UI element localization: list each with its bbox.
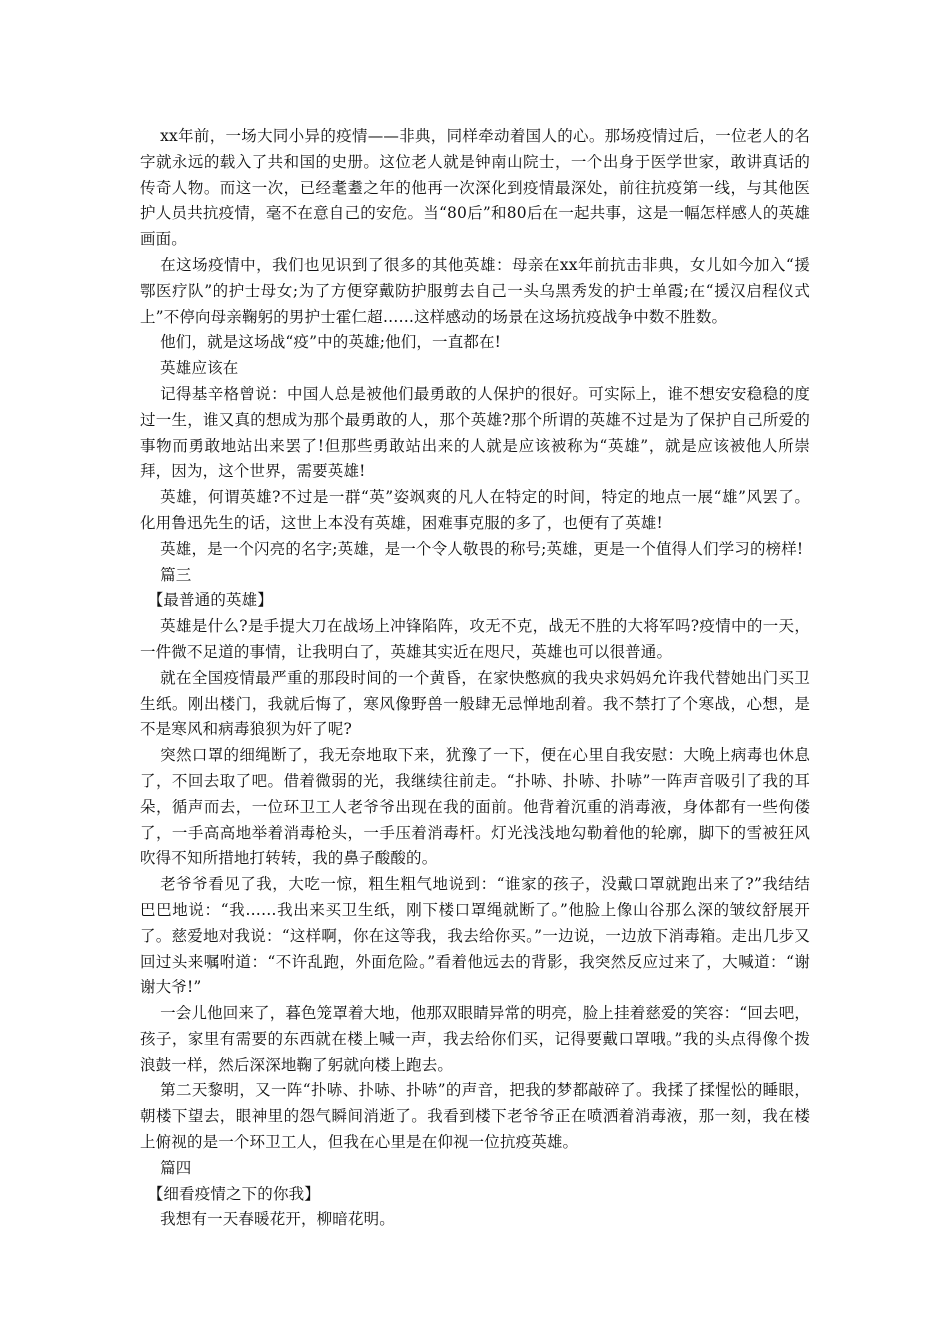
paragraph: 突然口罩的细绳断了，我无奈地取下来，犹豫了一下，便在心里自我安慰：大晚上病毒也休息了，不回去取了吧。借着微弱的光，我继续往前走。“扑哧、扑哧、扑哧”一阵声音吸引了我的耳朵，循声而去，一位环卫工人老爷爷出现在我的面前。他背着沉重的消毒液，身体都有一些佝偻了，一手高高地举着消毒枪头，一手压着消毒杆。灯光浅浅地勾勒着他的轮廓，脚下的雪被狂风吹得不知所措地打转转，我的鼻子酸酸的。	[140, 746, 810, 868]
document-body	[140, 124, 810, 1233]
paragraph: 就在全国疫情最严重的那段时间的一个黄昏，在家快憋疯的我央求妈妈允许我代替她出门买卫生纸。刚出楼门，我就后悔了，寒风像野兽一般肆无忌惮地刮着。我不禁打了个寒战，心想，是不是寒风和病毒狼狈为奸了呢?	[140, 668, 810, 739]
paragraph: 记得基辛格曾说：中国人总是被他们最勇敢的人保护的很好。可实际上，谁不想安安稳稳的度过一生，谁又真的想成为那个最勇敢的人，那个英雄?那个所谓的英雄不过是为了保护自己所爱的事物而勇敢地站出来罢了!但那些勇敢站出来的人就是应该被称为“英雄”，就是应该被他人所崇拜，因为，这个世界，需要英雄!	[140, 384, 810, 481]
paragraph: xx年前，一场大同小异的疫情——非典，同样牵动着国人的心。那场疫情过后，一位老人的名字就永远的载入了共和国的史册。这位老人就是钟南山院士，一个出身于医学世家，敢讲真话的传奇人物。而这一次，已经耄耋之年的他再一次深化到疫情最深处，前往抗疫第一线，与其他医护人员共抗疫情，毫不在意自己的安危。当“80后”和80后在一起共事，这是一幅怎样感人的英雄画面。	[140, 127, 810, 249]
paragraph: 他们，就是这场战“疫”中的英雄;他们，一直都在!	[160, 333, 502, 352]
chapter-title: 【最普通的英雄】	[147, 591, 273, 610]
paragraph: 在这场疫情中，我们也见识到了很多的其他英雄：母亲在xx年前抗击非典，女儿如今加入“援鄂医疗队”的护士母女;为了方便穿戴防护服剪去自己一头乌黑秀发的护士单霞;在“援汉启程仪式上”不停向母亲鞠躬的男护士霍仁超……这样感动的场景在这场抗疫战争中数不胜数。	[140, 255, 810, 326]
paragraph: 英雄，何谓英雄?不过是一群“英”姿飒爽的凡人在特定的时间，特定的地点一展“雄”风罢了。化用鲁迅先生的话，这世上本没有英雄，困难事克服的多了，也便有了英雄!	[140, 488, 810, 532]
paragraph: 老爷爷看见了我，大吃一惊，粗生粗气地说到：“谁家的孩子，没戴口罩就跑出来了?”我结结巴巴地说：“我……我出来买卫生纸，刚下楼口罩绳就断了。”他脸上像山谷那么深的皱纹舒展开了。慈爱地对我说：“这样啊，你在这等我，我去给你买。”一边说，一边放下消毒箱。走出几步又回过头来嘱咐道：“不许乱跑，外面危险。”看着他远去的背影，我突然反应过来了，大喊道：“谢谢大爷!”	[140, 875, 810, 997]
chapter-heading: 篇四	[160, 1158, 192, 1177]
section-heading: 英雄应该在	[160, 359, 239, 378]
paragraph: 一会儿他回来了，暮色笼罩着大地，他那双眼睛异常的明亮，脸上挂着慈爱的笑容：“回去吧，孩子，家里有需要的东西就在楼上喊一声，我去给你们买，记得要戴口罩哦。”我的头点得像个拨浪鼓一样，然后深深地鞠了躬就向楼上跑去。	[140, 1004, 810, 1074]
paragraph: 我想有一天春暖花开，柳暗花明。	[160, 1210, 395, 1229]
chapter-title: 【细看疫情之下的你我】	[147, 1184, 320, 1203]
chapter-heading: 篇三	[160, 565, 192, 584]
paragraph: 英雄，是一个闪亮的名字;英雄，是一个令人敬畏的称号;英雄，更是一个值得人们学习的榜样!	[160, 539, 804, 558]
paragraph: 英雄是什么?是手提大刀在战场上冲锋陷阵，攻无不克，战无不胜的大将军吗?疫情中的一天，一件微不足道的事情，让我明白了，英雄其实近在咫尺，英雄也可以很普通。	[140, 617, 810, 661]
paragraph: 第二天黎明，又一阵“扑哧、扑哧、扑哧”的声音，把我的梦都敲碎了。我揉了揉惺忪的睡眼，朝楼下望去，眼神里的怨气瞬间消逝了。我看到楼下老爷爷正在喷洒着消毒液，那一刻，我在楼上俯视的是一个环卫工人，但我在心里是在仰视一位抗疫英雄。	[140, 1081, 810, 1152]
